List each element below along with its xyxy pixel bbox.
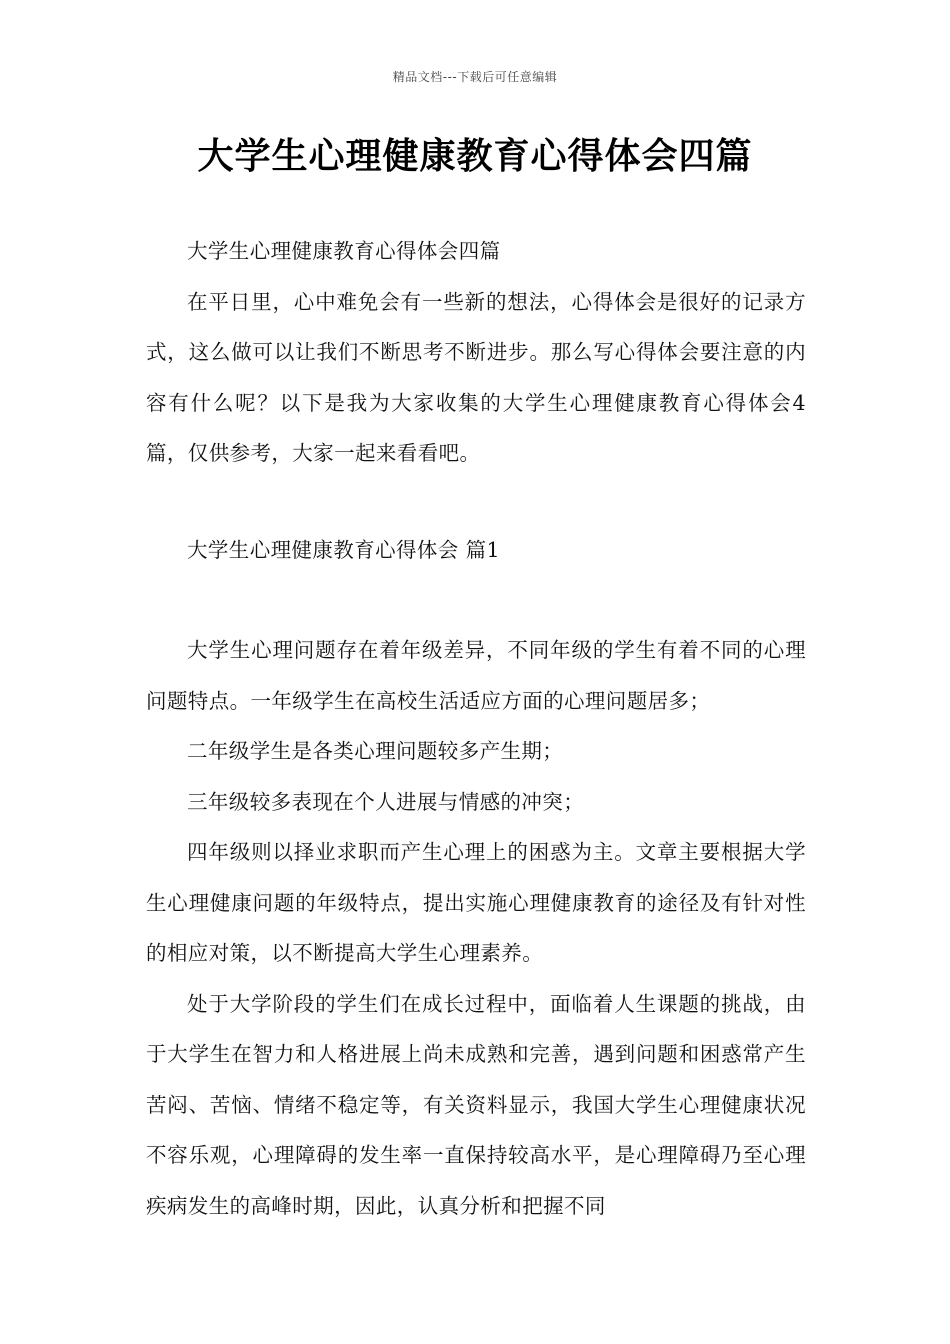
paragraph: 二年级学生是各类心理问题较多产生期；	[187, 739, 564, 763]
spacer	[146, 575, 806, 625]
paragraph-subtitle: 大学生心理健康教育心得体会四篇	[187, 239, 501, 263]
paragraph: 处于大学阶段的学生们在成长过程中，面临着人生课题的挑战，由于大学生在智力和人格进展上尚未成熟和完善，遇到问题和困惑常产生苦闷、苦恼、情绪不稳定等，有关资料显示，我国大学生心理健康状况不容乐观，心理障碍的发生率一直保持较高水平，是心理障碍乃至心理疾病发生的高峰时期，因此，认真分析和把握不同	[146, 991, 806, 1218]
spacer	[146, 479, 806, 525]
document-title: 大学生心理健康教育心得体会四篇	[197, 136, 753, 177]
paragraph: 大学生心理问题存在着年级差异，不同年级的学生有着不同的心理问题特点。一年级学生在高校生活适应方面的心理问题居多；	[146, 638, 806, 713]
section-heading: 大学生心理健康教育心得体会 篇1	[187, 537, 500, 562]
paragraph: 四年级则以择业求职而产生心理上的困惑为主。文章主要根据大学生心理健康问题的年级特点，提出实施心理健康教育的途径及有针对性的相应对策，以不断提高大学生心理素养。	[146, 840, 806, 965]
paragraph-intro: 在平日里，心中难免会有一些新的想法，心得体会是很好的记录方式，这么做可以让我们不断思考不断进步。那么写心得体会要注意的内容有什么呢？以下是我为大家收集的大学生心理健康教育心得体会4篇，仅供参考，大家一起来看看吧。	[146, 289, 806, 465]
header-note: 精品文档---下载后可任意编辑	[392, 70, 558, 84]
paragraph: 三年级较多表现在个人进展与情感的冲突；	[187, 789, 585, 814]
document-body	[146, 226, 806, 1231]
